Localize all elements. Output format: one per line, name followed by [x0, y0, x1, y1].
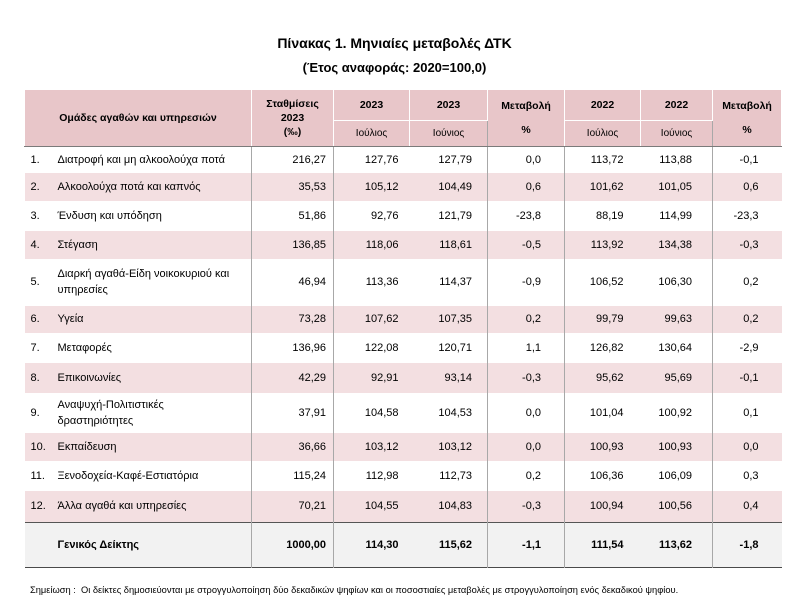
- index-jul-2022: 126,82: [565, 333, 641, 363]
- change-2023: 0,2: [488, 461, 565, 491]
- change-2022: -23,3: [713, 201, 782, 231]
- row-number: 9.: [30, 406, 40, 419]
- total-index-jul-2023: 114,30: [334, 523, 410, 568]
- index-jun-2022: 134,38: [641, 231, 713, 259]
- change-2023: 0,0: [488, 393, 565, 433]
- index-jun-2023: 120,71: [438, 341, 473, 354]
- index-jul-2022: 95,62: [565, 363, 641, 393]
- total-name: Γενικός Δείκτης: [53, 523, 252, 568]
- weight-value: 73,28: [252, 306, 334, 333]
- index-jul-2022: 99,79: [565, 306, 641, 333]
- index-jun-2023: 114,37: [439, 276, 473, 288]
- column-header-year-2023-a: 2023: [334, 90, 410, 121]
- index-jul-2023: 118,06: [334, 231, 410, 259]
- row-number: 8.: [25, 363, 53, 393]
- change-2022: 0,6: [713, 173, 782, 201]
- weight-value: 35,53: [252, 173, 334, 201]
- table-row: [25, 173, 782, 201]
- column-header-year-2022-b: 2022: [641, 90, 713, 121]
- column-header-change-2023: [488, 90, 565, 147]
- index-jun-2022: 100,56: [641, 491, 713, 523]
- group-name: Ξενοδοχεία-Καφέ-Εστιατόρια: [57, 469, 199, 482]
- index-jul-2022: 88,19: [565, 201, 641, 231]
- group-name: Εκπαίδευση: [53, 433, 252, 461]
- group-name: Ένδυση και υπόδηση: [57, 209, 162, 222]
- total-row-number: [25, 523, 53, 568]
- table-subtitle: (Έτος αναφοράς: 2020=100,0): [302, 60, 487, 75]
- table-row: [25, 363, 782, 393]
- row-number: 6.: [25, 306, 53, 333]
- group-name: Διατροφή και μη αλκοολούχα ποτά: [57, 153, 225, 166]
- change-2023: -0,5: [488, 231, 565, 259]
- column-header-month-2022-b: Ιούνιος: [641, 121, 713, 147]
- index-jul-2023: 104,58: [334, 393, 410, 433]
- column-header-groups: Ομάδες αγαθών και υπηρεσιών: [25, 90, 252, 147]
- index-jul-2023: 92,91: [334, 363, 410, 393]
- change-2022: -2,9: [713, 333, 782, 363]
- index-jun-2023: 112,73: [439, 469, 473, 482]
- column-header-month-2022-a: Ιούλιος: [565, 121, 641, 147]
- column-header-year-2022-a: 2022: [565, 90, 641, 121]
- row-number: 11.: [30, 469, 45, 482]
- weight-value: 51,86: [252, 201, 334, 231]
- row-number: 4.: [25, 231, 53, 259]
- table-row: [25, 306, 782, 333]
- change-2023-label: Μεταβολή: [501, 100, 551, 112]
- table-row: [25, 433, 782, 461]
- group-name: Άλλα αγαθά και υπηρεσίες: [53, 491, 252, 523]
- index-jul-2022: 101,04: [565, 393, 641, 433]
- row-number: 3.: [30, 209, 40, 222]
- change-2023: -0,3: [488, 363, 565, 393]
- change-2022: -0,1: [713, 363, 782, 393]
- weight-value: 136,96: [252, 333, 334, 363]
- total-change-2023: -1,1: [488, 523, 565, 568]
- footnote: Σημείωση : Οι δείκτες δημοσιεύονται με στρογγυλοποίηση δύο δεκαδικών ψηφίων και οι ποσοστιαίες μεταβολές με στρογγυλοποίηση ενός δεκαδικού ψηφίου.: [30, 585, 679, 595]
- group-name: Διαρκή αγαθά-Είδη νοικοκυριού και υπηρεσίες: [57, 268, 230, 296]
- weight-value: 37,91: [252, 393, 334, 433]
- change-2022: 0,2: [713, 259, 782, 306]
- total-weight: 1000,00: [252, 523, 334, 568]
- index-jun-2022: 113,88: [659, 153, 693, 166]
- group-name: Στέγαση: [53, 231, 252, 259]
- total-change-2022: -1,8: [713, 523, 782, 568]
- weights-label: Σταθμίσεις: [266, 98, 319, 110]
- index-jul-2022: 101,62: [565, 173, 641, 201]
- index-jul-2023: 92,76: [334, 201, 410, 231]
- weight-value: 216,27: [252, 147, 334, 173]
- index-jun-2023: 103,12: [410, 433, 488, 461]
- index-jun-2023: 93,14: [410, 363, 488, 393]
- table-row: [25, 461, 782, 491]
- table-row: [25, 231, 782, 259]
- total-row: [25, 523, 782, 568]
- row-number: 7.: [30, 341, 40, 354]
- weight-value: 136,85: [252, 231, 334, 259]
- change-2022: 0,2: [713, 306, 782, 333]
- index-jul-2023: 104,55: [334, 491, 410, 523]
- index-jul-2023: 103,12: [334, 433, 410, 461]
- total-index-jul-2022: 111,54: [565, 523, 641, 568]
- cpi-monthly-changes-table: [24, 89, 782, 568]
- index-jul-2022: 106,52: [565, 259, 641, 306]
- index-jun-2023: 107,35: [410, 306, 488, 333]
- row-number: 10.: [25, 433, 53, 461]
- change-2022: 0,3: [713, 461, 782, 491]
- index-jun-2022: 95,69: [641, 363, 713, 393]
- column-header-change-2022: [713, 90, 782, 147]
- table-row: [25, 259, 782, 306]
- change-2023-unit: %: [521, 124, 531, 136]
- index-jun-2022: 101,05: [641, 173, 713, 201]
- weight-value: 42,29: [252, 363, 334, 393]
- change-2023: -0,3: [488, 491, 565, 523]
- change-2023: -0,9: [488, 259, 565, 306]
- table-row: [25, 491, 782, 523]
- index-jun-2022: 100,93: [641, 433, 713, 461]
- weight-value: 36,66: [252, 433, 334, 461]
- change-2023: 1,1: [488, 333, 565, 363]
- row-number: 5.: [30, 276, 40, 288]
- change-2023: -23,8: [488, 201, 565, 231]
- change-2023: 0,6: [488, 173, 565, 201]
- index-jul-2022: 100,93: [565, 433, 641, 461]
- column-header-month-2023-a: Ιούλιος: [334, 121, 410, 147]
- index-jul-2022: 113,72: [565, 147, 641, 173]
- change-2022: 0,4: [713, 491, 782, 523]
- change-2022: -0,1: [713, 147, 782, 173]
- index-jul-2023: 112,98: [334, 461, 410, 491]
- weights-unit: (‰): [283, 126, 302, 138]
- table-title: Πίνακας 1. Μηνιαίες μεταβολές ΔΤΚ: [277, 35, 512, 51]
- group-name: Επικοινωνίες: [53, 363, 252, 393]
- column-header-month-2023-b: Ιούνιος: [410, 121, 488, 147]
- row-number: 12.: [25, 491, 53, 523]
- total-index-jun-2022: 113,62: [641, 523, 713, 568]
- index-jun-2023: 127,79: [438, 153, 473, 166]
- change-2022-unit: %: [742, 124, 752, 136]
- column-header-weights: [252, 90, 334, 147]
- row-number: 2.: [25, 173, 53, 201]
- index-jun-2022: 106,30: [658, 276, 693, 288]
- index-jun-2022: 130,64: [658, 341, 693, 354]
- change-2023: 0,2: [488, 306, 565, 333]
- change-2022: -0,3: [713, 231, 782, 259]
- table-row: [25, 147, 782, 173]
- index-jun-2022: 106,09: [658, 469, 693, 482]
- index-jun-2023: 104,83: [410, 491, 488, 523]
- table-row: [25, 201, 782, 231]
- total-index-jun-2023: 115,62: [410, 523, 488, 568]
- index-jul-2022: 106,36: [565, 461, 641, 491]
- index-jun-2023: 118,61: [410, 231, 488, 259]
- group-name: Μεταφορές: [57, 341, 112, 354]
- index-jul-2023: 107,62: [334, 306, 410, 333]
- index-jul-2022: 113,92: [565, 231, 641, 259]
- index-jun-2023: 121,79: [438, 209, 473, 222]
- group-name: Αλκοολούχα ποτά και καπνός: [53, 173, 252, 201]
- header-row-years: [25, 90, 782, 121]
- index-jul-2023: 113,36: [334, 259, 410, 306]
- index-jun-2023: 104,53: [438, 406, 473, 419]
- table-row: [25, 333, 782, 363]
- index-jul-2023: 122,08: [334, 333, 410, 363]
- change-2023: 0,0: [488, 433, 565, 461]
- weight-value: 115,24: [252, 461, 334, 491]
- index-jun-2023: 104,49: [410, 173, 488, 201]
- change-2022: 0,0: [713, 433, 782, 461]
- table-row: [25, 393, 782, 433]
- group-name: Αναψυχή-Πολιτιστικές δραστηριότητες: [57, 398, 164, 427]
- change-2022-label: Μεταβολή: [722, 100, 772, 112]
- column-header-year-2023-b: 2023: [410, 90, 488, 121]
- change-2023: 0,0: [488, 147, 565, 173]
- weight-value: 46,94: [252, 259, 334, 306]
- group-name: Υγεία: [53, 306, 252, 333]
- weight-value: 70,21: [252, 491, 334, 523]
- weights-year: 2023: [280, 112, 305, 124]
- index-jul-2023: 127,76: [334, 147, 410, 173]
- index-jun-2022: 99,63: [641, 306, 713, 333]
- index-jun-2022: 114,99: [659, 209, 693, 222]
- change-2022: 0,1: [713, 393, 782, 433]
- index-jun-2022: 100,92: [658, 406, 693, 419]
- row-number: 1.: [30, 153, 40, 166]
- index-jul-2023: 105,12: [334, 173, 410, 201]
- index-jul-2022: 100,94: [565, 491, 641, 523]
